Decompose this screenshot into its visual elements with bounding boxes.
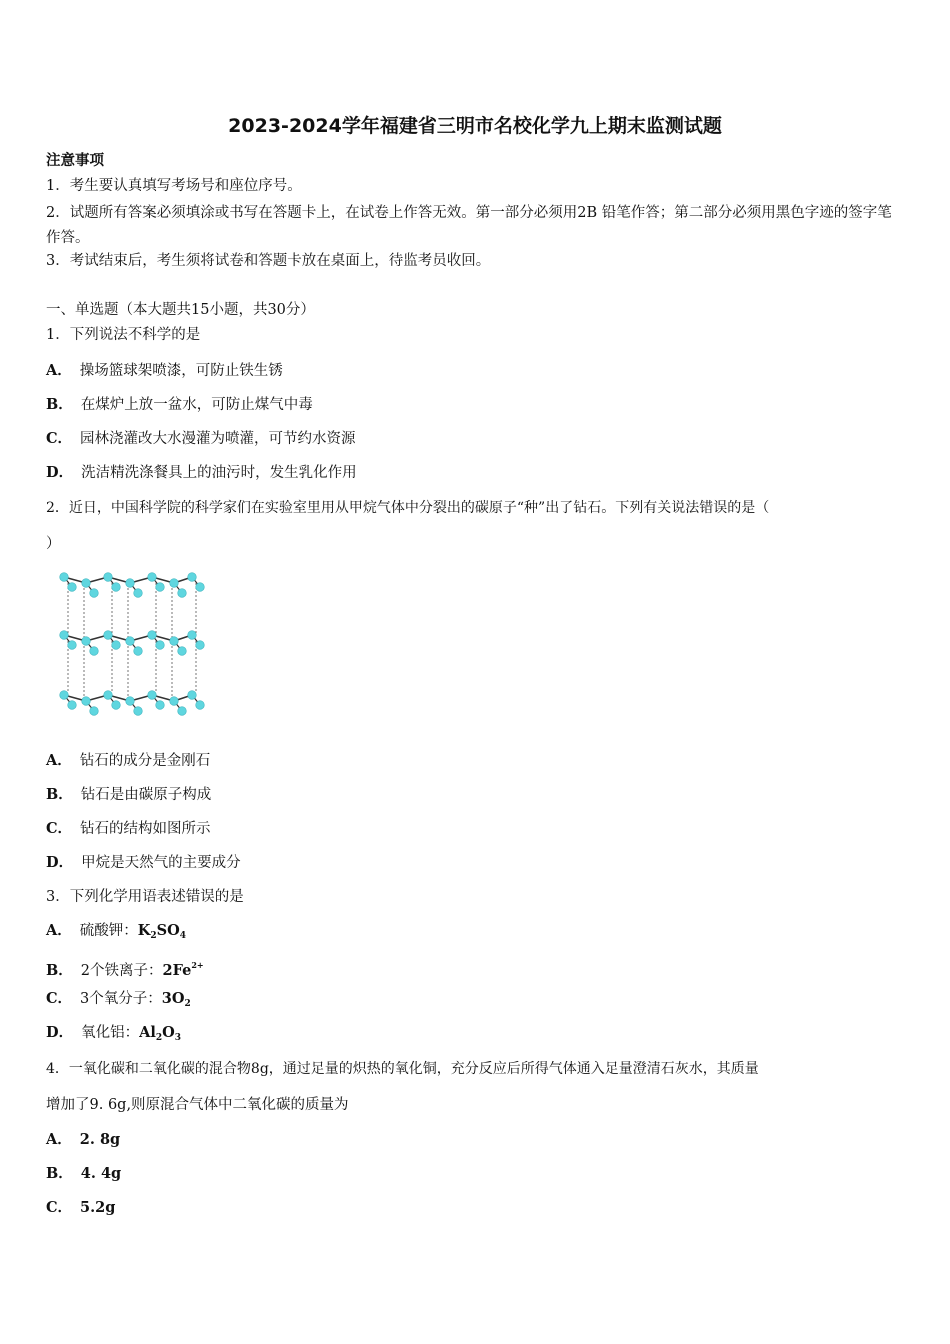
carbon-atom bbox=[178, 647, 187, 656]
carbon-atom bbox=[188, 631, 197, 640]
carbon-atom bbox=[112, 641, 121, 650]
question-3-option-b[interactable]: B． 2个铁离子：$2Fe^{2+}$ bbox=[46, 960, 204, 979]
question-4-option-a[interactable]: A． 2. 8g bbox=[46, 1131, 121, 1148]
carbon-atom bbox=[188, 691, 197, 700]
carbon-atom bbox=[196, 583, 205, 592]
question-2-option-a[interactable]: A． 钻石的成分是金刚石 bbox=[46, 752, 211, 769]
notice-item-2: 2．试题所有答案必须填涂或书写在答题卡上，在试卷上作答无效。第一部分必须用2B 铅笔作答；第二部分必须用黑色字迹的签字笔作答。 bbox=[46, 205, 892, 246]
notice-item-1: 1．考生要认真填写考场号和座位序号。 bbox=[46, 178, 302, 194]
carbon-atom bbox=[170, 637, 179, 646]
carbon-atom bbox=[82, 697, 91, 706]
carbon-atom bbox=[82, 637, 91, 646]
question-2-stem-line1: 2．近日，中国科学院的科学家们在实验室里用从甲烷气体中分裂出的碳原子“种”出了钻石。下列有关说法错误的是（ bbox=[46, 500, 770, 516]
carbon-atom bbox=[60, 691, 69, 700]
carbon-atom bbox=[60, 573, 69, 582]
carbon-atom bbox=[126, 637, 135, 646]
page-title: 2023-2024学年福建省三明市名校化学九上期末监测试题 bbox=[228, 115, 722, 137]
carbon-atom bbox=[148, 573, 157, 582]
carbon-atom bbox=[156, 701, 165, 710]
question-3-option-a[interactable]: A． 硫酸钾：$K_2SO_4$ bbox=[46, 922, 187, 941]
carbon-atom bbox=[60, 631, 69, 640]
question-2-option-c[interactable]: C． 钻石的结构如图所示 bbox=[46, 820, 211, 837]
question-2-option-b[interactable]: B． 钻石是由碳原子构成 bbox=[46, 786, 212, 803]
question-1-option-b[interactable]: B． 在煤炉上放一盆水，可防止煤气中毒 bbox=[46, 396, 313, 413]
question-4-stem-line1: 4．一氧化碳和二氧化碳的混合物8g，通过足量的炽热的氧化铜，充分反应后所得气体通入足量澄清石灰水，其质量 bbox=[46, 1061, 759, 1077]
carbon-atom bbox=[134, 647, 143, 656]
carbon-atom bbox=[90, 647, 99, 656]
carbon-atom bbox=[178, 589, 187, 598]
notice-heading: 注意事项 bbox=[46, 152, 104, 169]
carbon-atom bbox=[134, 589, 143, 598]
carbon-atom bbox=[196, 641, 205, 650]
question-4-option-c[interactable]: C． 5.2g bbox=[46, 1199, 116, 1216]
carbon-atom bbox=[148, 631, 157, 640]
carbon-atom bbox=[196, 701, 205, 710]
question-3-option-c[interactable]: C． 3个氧分子：$3O_2$ bbox=[46, 990, 191, 1009]
carbon-atom bbox=[104, 631, 113, 640]
question-1-option-d[interactable]: D． 洗洁精洗涤餐具上的油污时，发生乳化作用 bbox=[46, 464, 357, 481]
carbon-atom bbox=[134, 707, 143, 716]
carbon-atom bbox=[82, 579, 91, 588]
question-1-option-a[interactable]: A． 操场篮球架喷漆，可防止铁生锈 bbox=[46, 362, 283, 379]
carbon-atom bbox=[170, 697, 179, 706]
carbon-atom bbox=[170, 579, 179, 588]
carbon-atom bbox=[126, 697, 135, 706]
carbon-atom bbox=[90, 707, 99, 716]
carbon-atom bbox=[126, 579, 135, 588]
carbon-atom bbox=[68, 701, 77, 710]
carbon-atom bbox=[148, 691, 157, 700]
question-4-stem-line2: 增加了9. 6g,则原混合气体中二氧化碳的质量为 bbox=[46, 1097, 349, 1113]
question-4-option-b[interactable]: B． 4. 4g bbox=[46, 1165, 122, 1182]
carbon-atom bbox=[188, 573, 197, 582]
question-1-option-c[interactable]: C． 园林浇灌改大水漫灌为喷灌，可节约水资源 bbox=[46, 430, 356, 447]
diamond-structure-figure bbox=[50, 565, 210, 720]
question-1-stem: 1．下列说法不科学的是 bbox=[46, 327, 201, 343]
question-3-stem: 3．下列化学用语表述错误的是 bbox=[46, 889, 244, 905]
carbon-atom bbox=[90, 589, 99, 598]
section-heading: 一、单选题（本大题共15小题，共30分） bbox=[46, 302, 315, 318]
carbon-atom bbox=[112, 583, 121, 592]
question-2-option-d[interactable]: D． 甲烷是天然气的主要成分 bbox=[46, 854, 241, 871]
carbon-atom bbox=[104, 691, 113, 700]
question-2-stem-line2: ） bbox=[46, 536, 61, 552]
carbon-atom bbox=[178, 707, 187, 716]
carbon-atom bbox=[156, 583, 165, 592]
carbon-atom bbox=[112, 701, 121, 710]
carbon-atom bbox=[104, 573, 113, 582]
notice-item-3: 3．考试结束后，考生须将试卷和答题卡放在桌面上，待监考员收回。 bbox=[46, 253, 491, 269]
carbon-atom bbox=[156, 641, 165, 650]
carbon-atom bbox=[68, 641, 77, 650]
carbon-atom bbox=[68, 583, 77, 592]
question-3-option-d[interactable]: D． 氧化铝：$Al_2O_3$ bbox=[46, 1024, 182, 1043]
